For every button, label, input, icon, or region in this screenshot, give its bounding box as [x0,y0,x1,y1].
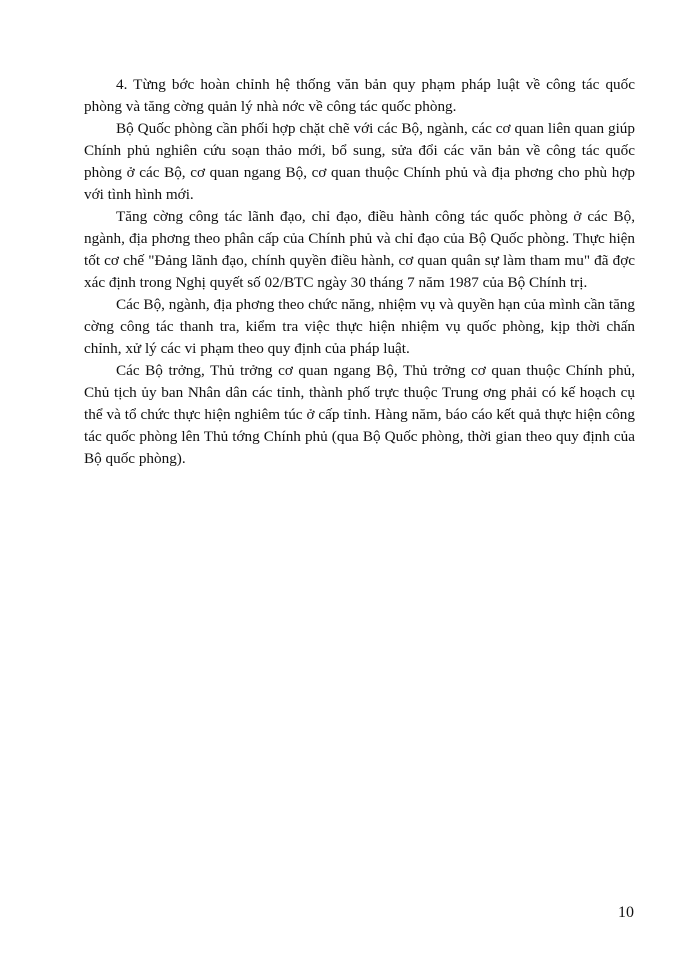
body-text [84,74,635,470]
paragraph-5: Các Bộ trởng, Thủ trởng cơ quan ngang Bộ, Thủ trởng cơ quan thuộc Chính phủ, Chủ tịch ủy ban Nhân dân các tỉnh, thành phố trực thuộc Trung ơng phải có kế hoạch cụ thể và tổ chức thực hiện nghiêm túc ở cấp tỉnh. Hàng năm, báo cáo kết quả thực hiện công tác quốc phòng lên Thủ tớng Chính phủ (qua Bộ Quốc phòng, thời gian theo quy định của Bộ quốc phòng). [84,362,635,467]
paragraph-3: Tăng cờng công tác lãnh đạo, chỉ đạo, điều hành công tác quốc phòng ở các Bộ, ngành, địa phơng theo phân cấp của Chính phủ và chỉ đạo của Bộ Quốc phòng. Thực hiện tốt cơ chế "Đảng lãnh đạo, chính quyền điều hành, cơ quan quân sự làm tham mu" đã đợc xác định trong Nghị quyết số 02/BTC ngày 30 tháng 7 năm 1987 của Bộ Chính trị. [84,208,635,291]
paragraph-1: 4. Từng bớc hoàn chỉnh hệ thống văn bản quy phạm pháp luật về công tác quốc phòng và tăng cờng quản lý nhà nớc về công tác quốc phòng. [84,76,635,115]
paragraph-2: Bộ Quốc phòng cần phối hợp chặt chẽ với các Bộ, ngành, các cơ quan liên quan giúp Chính phủ nghiên cứu soạn thảo mới, bổ sung, sửa đổi các văn bản về công tác quốc phòng ở các Bộ, cơ quan ngang Bộ, cơ quan thuộc Chính phủ và địa phơng cho phù hợp với tình hình mới. [84,120,635,203]
paragraph-4: Các Bộ, ngành, địa phơng theo chức năng, nhiệm vụ và quyền hạn của mình cần tăng cờng công tác thanh tra, kiểm tra việc thực hiện nhiệm vụ quốc phòng, kịp thời chấn chỉnh, xử lý các vi phạm theo quy định của pháp luật. [84,296,635,357]
page-number: 10 [618,904,634,921]
